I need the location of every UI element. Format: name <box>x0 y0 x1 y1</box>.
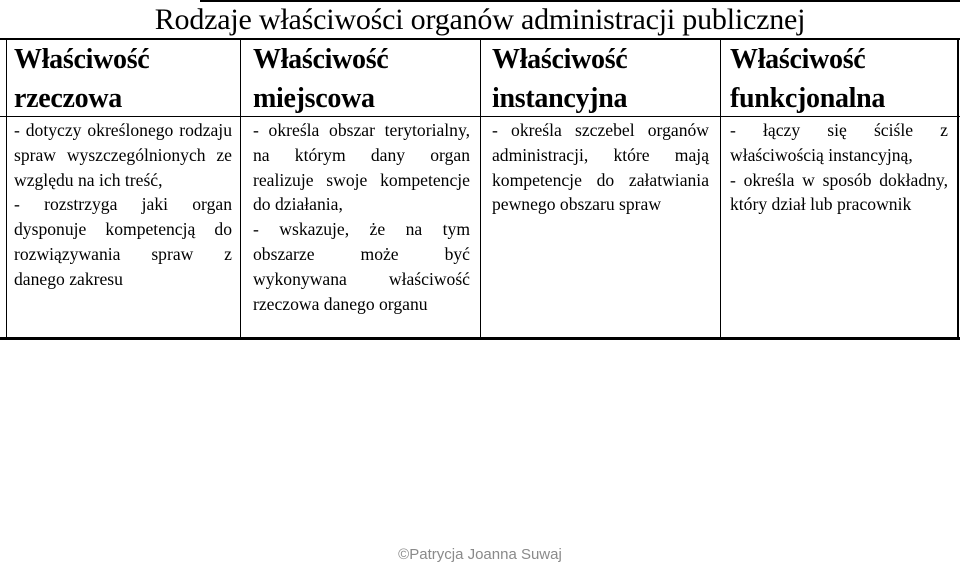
heading-line-1: Właściwość <box>730 44 866 75</box>
column-divider-1 <box>240 40 241 340</box>
column-rzeczowa <box>14 40 232 292</box>
column-divider-2 <box>480 40 481 340</box>
column-divider-3 <box>720 40 721 340</box>
bullet-item: - wskazuje, że na tym obszarze może być wykonywana właściwość rzeczowa danego organu <box>253 219 470 314</box>
heading-line-2: miejscowa <box>253 83 375 114</box>
column-heading <box>492 40 709 118</box>
bullet-item: - określa obszar terytorialny, na którym dany organ realizuje swoje kompetencje do działania, <box>253 120 470 215</box>
column-funkcjonalna <box>730 40 948 217</box>
column-body <box>492 118 709 217</box>
bullet-item: - łączy się ściśle z właściwością instancyjną, <box>730 120 948 165</box>
bullet-item: - określa szczebel organów administracji, które mają kompetencje do załatwiania pewnego obszaru spraw <box>492 120 709 215</box>
column-miejscowa <box>253 40 470 316</box>
heading-line-2: funkcjonalna <box>730 83 886 114</box>
column-instancyjna <box>492 40 709 217</box>
column-heading <box>14 40 232 118</box>
bullet-item: - dotyczy określonego rodzaju spraw wyszczególnionych ze względu na ich treść, <box>14 120 232 190</box>
column-heading <box>253 40 470 118</box>
column-body <box>730 118 948 217</box>
heading-line-2: rzeczowa <box>14 83 122 114</box>
table-right-border <box>957 40 959 340</box>
table-left-border <box>6 40 7 340</box>
bullet-item: - rozstrzyga jaki organ dysponuje kompetencją do rozwiązywania spraw z danego zakresu <box>14 194 232 289</box>
column-body <box>253 118 470 316</box>
heading-line-1: Właściwość <box>253 44 389 75</box>
heading-line-1: Właściwość <box>14 44 150 75</box>
column-heading <box>730 40 948 118</box>
copyright-footer: ©Patrycja Joanna Suwaj <box>398 546 562 563</box>
heading-line-2: instancyjna <box>492 83 628 114</box>
column-body <box>14 118 232 292</box>
table-title: Rodzaje właściwości organów administracji publicznej <box>154 3 806 36</box>
bullet-item: - określa w sposób dokładny, który dział lub pracownik <box>730 169 948 215</box>
table-top-border <box>200 0 960 2</box>
heading-line-1: Właściwość <box>492 44 628 75</box>
